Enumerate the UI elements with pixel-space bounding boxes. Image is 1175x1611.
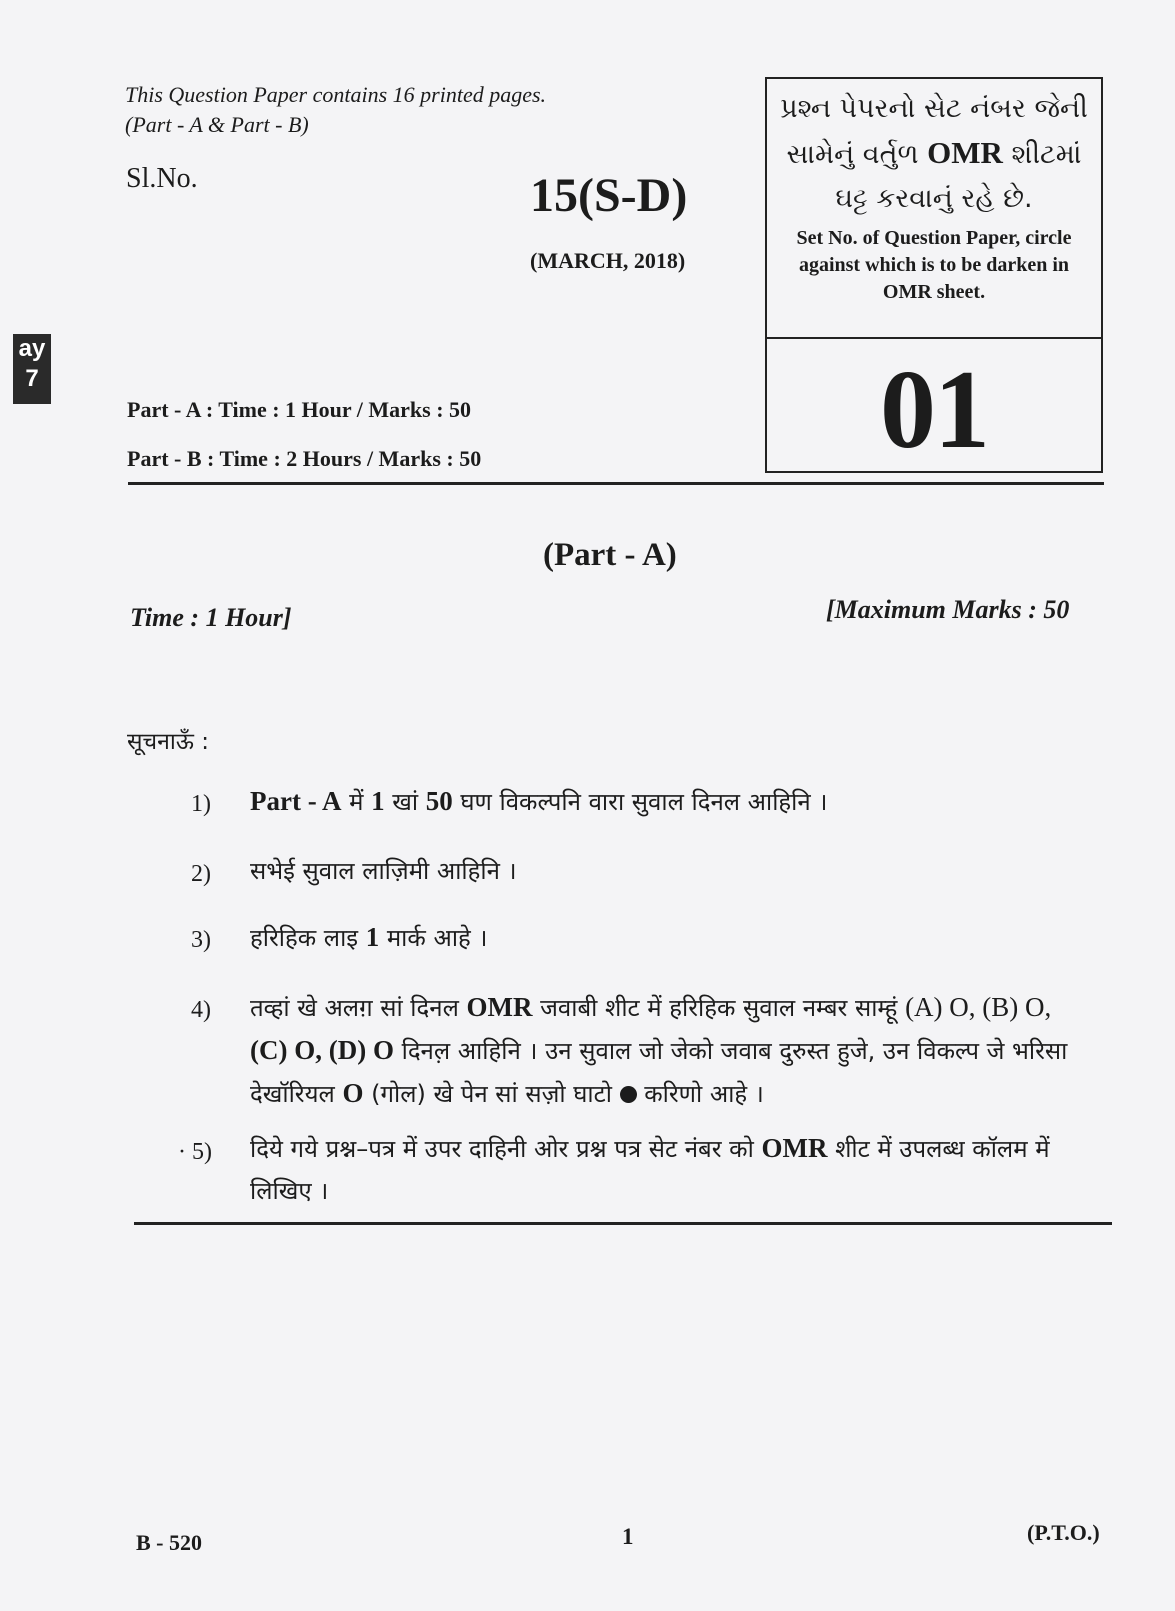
- instruction-5-text: दिये गये प्रश्न–पत्र में उपर दाहिनी ओर प्रश्न पत्र सेट नंबर को OMR शीट में उपलब्ध कॉलम में लिखिए ।: [250, 1133, 1050, 1205]
- filled-circle-icon: [620, 1086, 637, 1103]
- exam-date: (MARCH, 2018): [530, 248, 686, 273]
- instruction-3-number: 3): [191, 927, 211, 953]
- side-tab-line1: ay: [18, 335, 46, 362]
- instruction-3-text: हरिहिक लाइ 1 मार्क आहे ।: [250, 922, 488, 952]
- instruction-1-number: 1): [191, 791, 211, 817]
- footer-code: B - 520: [136, 1530, 202, 1555]
- side-tab: [13, 334, 51, 404]
- instruction-5-number: · 5): [178, 1139, 212, 1165]
- instructions-divider: [134, 1222, 1112, 1225]
- instruction-1-text: Part - A में 1 खां 50 घण विकल्पनि वारा सुवाल दिनल आहिनि ।: [250, 786, 828, 816]
- header-divider: [128, 482, 1104, 485]
- section-time: Time : 1 Hour]: [130, 603, 292, 632]
- side-tab-line2: 7: [25, 365, 39, 392]
- part-b-time: Part - B : Time : 2 Hours / Marks : 50: [127, 446, 482, 471]
- instruction-4-number: 4): [191, 997, 211, 1023]
- sl-no-label: Sl.No.: [126, 163, 198, 194]
- parts-note: (Part - A & Part - B): [125, 112, 309, 137]
- set-number: 01: [880, 348, 988, 472]
- instruction-4-text: तव्हां खे अलग़ सां दिनल OMR जवाबी शीट में हरिहिक सुवाल नम्बर साम्हूं (A) O, (B) O, (C) O, (D) O दिनल़ आहिनि । उन सुवाल जो जेको जवाब दुरुस्त हुजे, उन विकल्प जे भरिसा देखॉरियल O (गोल) खे पेन सां सज़ो घाटो करिणो आहे ।: [250, 992, 1068, 1108]
- paper-code: 15(S-D): [530, 169, 688, 222]
- instruction-2-text: सभेई सुवाल लाज़िमी आहिनि ।: [250, 857, 517, 885]
- set-box-gujarati-line1: પ્રશ્ન પેપરનો સેટ નંબર જેની: [780, 93, 1088, 124]
- instructions-heading: सूचनाऊँ :: [127, 729, 209, 755]
- set-number-box: [765, 77, 1103, 473]
- set-box-english: Set No. of Question Paper, circle against which is to be darken in OMR sheet.: [796, 227, 1072, 303]
- pages-note: This Question Paper contains 16 printed pages.: [125, 82, 547, 107]
- set-box-gujarati-line3: ઘટ્ટ કરવાનું રહે છે.: [835, 183, 1033, 214]
- set-box-gujarati-line2: સામેનું વર્તુળ OMR શીટમાં: [786, 135, 1082, 170]
- pto-label: (P.T.O.): [1027, 1520, 1100, 1545]
- page-number: 1: [622, 1524, 634, 1549]
- section-title: (Part - A): [543, 537, 677, 573]
- section-max-marks: [Maximum Marks : 50: [826, 595, 1070, 624]
- instruction-2-number: 2): [191, 861, 211, 887]
- part-a-time: Part - A : Time : 1 Hour / Marks : 50: [127, 397, 472, 422]
